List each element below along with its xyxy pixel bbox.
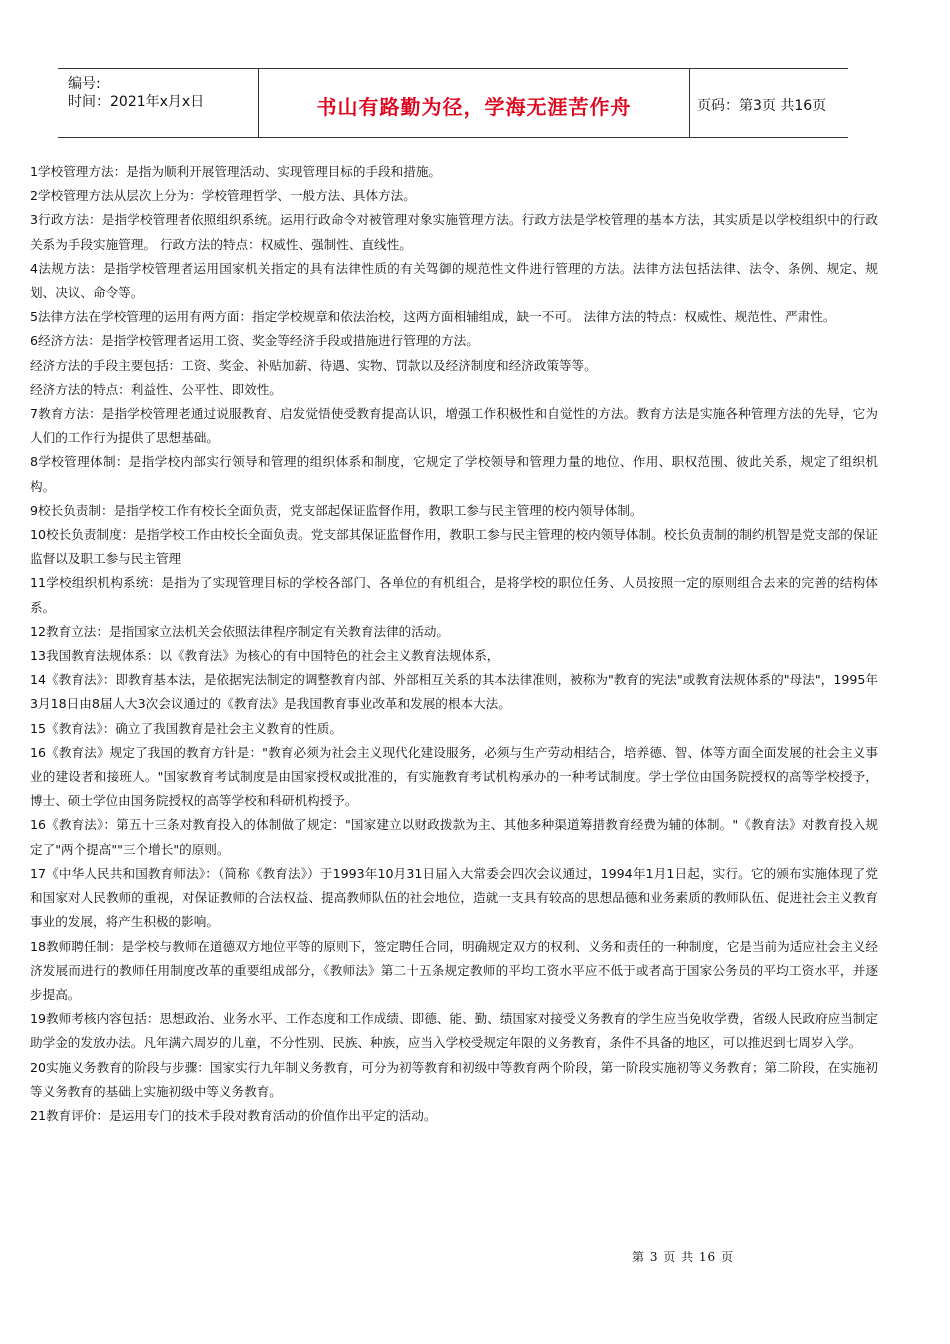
paragraph: 12教育立法：是指国家立法机关会依照法律程序制定有关教育法律的活动。 <box>30 623 450 639</box>
page-footer: 第 3 页 共 16 页 <box>632 1250 734 1264</box>
header-motto-cell <box>258 69 690 137</box>
paragraph: 7教育方法：是指学校管理老通过说服教育、启发觉悟使受教育提高认识，增强工作积极性和自觉性的方法。教育方法是实施各种管理方法的先导，它为人们的工作行为提供了思想基础。 <box>30 406 878 446</box>
header-page-cell <box>689 69 848 137</box>
paragraph: 9校长负责制：是指学校工作有校长全面负责，党支部起保证监督作用，教职工参与民主管理的校内领导体制。 <box>30 502 643 518</box>
paragraph: 10校长负责制度：是指学校工作由校长全面负责。党支部其保证监督作用，教职工参与民主管理的校内领导体制。校长负责制的制约机智是党支部的保证监督以及职工参与民主管理 <box>30 527 878 567</box>
paragraph: 经济方法的手段主要包括：工资、奖金、补贴加薪、待遇、实物、罚款以及经济制度和经济政策等等。 <box>30 357 597 373</box>
paragraph: 15《教育法》：确立了我国教育是社会主义教育的性质。 <box>30 720 342 736</box>
paragraph: 2学校管理方法从层次上分为：学校管理哲学、一般方法、具体方法。 <box>30 188 416 204</box>
paragraph: 1学校管理方法：是指为顺利开展管理活动、实现管理目标的手段和措施。 <box>30 164 442 179</box>
document-body <box>30 160 878 1128</box>
paragraph: 17《中华人民共和国教育师法》：（简称《教育法》）于1993年10月31日届入大常委会四次会议通过，1994年1月1日起，实行。它的颁布实施体现了党和国家对人民教师的重视，对保证教师的合法权益、提高教师队伍的社会地位，造就一支具有较高的思想品德和业务素质的教师队伍、促进社会主义教育事业的发展，将产生积极的影响。 <box>30 865 878 930</box>
paragraph: 8学校管理体制：是指学校内部实行领导和管理的组织体系和制度，它规定了学校领导和管理力量的地位、作用、职权范围、彼此关系，规定了组织机构。 <box>30 454 878 494</box>
paragraph: 4法规方法：是指学校管理者运用国家机关指定的具有法律性质的有关驾御的规范性文件进行管理的方法。法律方法包括法律、法令、条例、规定、规划、决议、命令等。 <box>30 260 878 301</box>
paragraph: 11学校组织机构系统：是指为了实现管理目标的学校各部门、各单位的有机组合，是将学校的职位任务、人员按照一定的原则组合去来的完善的结构体系。 <box>30 575 878 615</box>
header-meta <box>58 69 258 137</box>
paragraph: 16《教育法》规定了我国的教育方针是："教育必须为社会主义现代化建设服务，必须与生产劳动相结合，培养德、智、体等方面全面发展的社会主义事业的建设者和接班人。"国家教育考试制度是由国家授权或批准的，有实施教育考试机构承办的一种考试制度。学士学位由国务院授权的高等学校授予，博士、硕士学位由国务院授权的高等学校和科研机构授予。 <box>30 744 878 809</box>
paragraph: 14《教育法》：即教育基本法，是依据宪法制定的调整教育内部、外部相互关系的其本法律准则，被称为"教育的宪法"或教育法规体系的"母法"，1995年3月18日由8届人大3次会议通过的《教育法》是我国教育事业改革和发展的根本大法。 <box>30 672 878 712</box>
page-number-label: 页码：第3页 共16页 <box>697 98 827 114</box>
page-header <box>58 68 848 138</box>
motto-text: 书山有路勤为径，学海无涯苦作舟 <box>316 95 632 119</box>
paragraph: 19教师考核内容包括：思想政治、业务水平、工作态度和工作成绩、即德、能、勤、绩国家对接受义务教育的学生应当免收学费，省级人民政府应当制定助学金的发放办法。凡年满六周岁的儿童，不分性别、民族、种族，应当入学校受规定年限的义务教育，条件不具备的地区，可以推迟到七周岁入学。 <box>30 1011 878 1051</box>
paragraph: 5法律方法在学校管理的运用有两方面：指定学校规章和依法治校，这两方面相辅组成，缺一不可。 法律方法的特点：权威性、规范性、严肃性。 <box>30 309 836 325</box>
paragraph: 3行政方法：是指学校管理者依照组织系统。运用行政命令对被管理对象实施管理方法。行政方法是学校管理的基本方法，其实质是以学校组织中的行政关系为手段实施管理。 行政方法的特点：权威性、强制性、直线性。 <box>30 212 878 252</box>
serial-number-label: 编号: <box>68 76 101 92</box>
paragraph: 16《教育法》：第五十三条对教育投入的体制做了规定："国家建立以财政拨款为主、其他多种渠道筹措教育经费为辅的体制。"《教育法》对教育投入规定了"两个提高""三个增长"的原则。 <box>30 817 878 857</box>
paragraph: 13我国教育法规体系：以《教育法》为核心的有中国特色的社会主义教育法规体系， <box>30 648 500 664</box>
paragraph: 经济方法的特点：利益性、公平性、即效性。 <box>30 381 282 397</box>
paragraph: 18教师聘任制：是学校与教师在道德双方地位平等的原则下，签定聘任合同，明确规定双方的权利、义务和责任的一种制度，它是当前为适应社会主义经济发展而进行的教师任用制度改革的重要组成部分，《教师法》第二十五条规定教师的平均工资水平应不低于或者高于国家公务员的平均工资水平，并逐步提高。 <box>30 938 878 1002</box>
paragraph: 6经济方法：是指学校管理者运用工资、奖金等经济手段或措施进行管理的方法。 <box>30 333 479 349</box>
paragraph: 20实施义务教育的阶段与步骤：国家实行九年制义务教育，可分为初等教育和初级中等教育两个阶段，第一阶段实施初等义务教育；第二阶段，在实施初等义务教育的基础上实施初级中等义务教育。 <box>30 1059 878 1099</box>
paragraph: 21教育评价：是运用专门的技术手段对教育活动的价值作出平定的活动。 <box>30 1107 437 1123</box>
date-label: 时间：2021年x月x日 <box>68 94 205 110</box>
